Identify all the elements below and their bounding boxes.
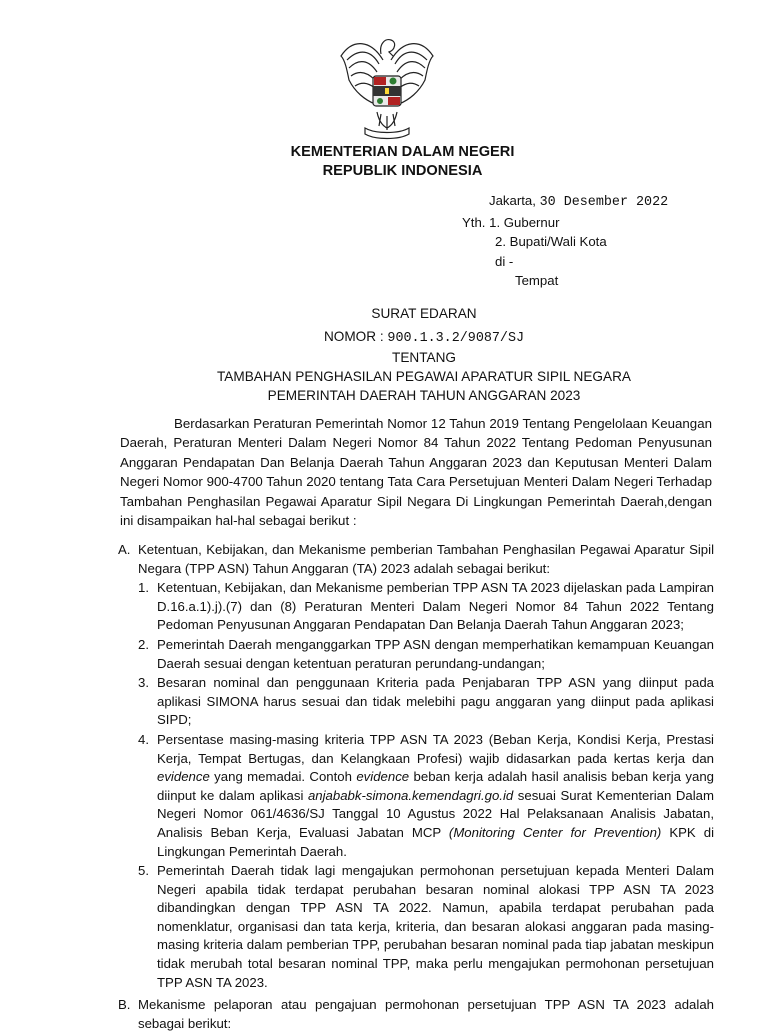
recipient-place: Tempat [515, 273, 559, 288]
subject-line-1: TAMBAHAN PENGHASILAN PEGAWAI APARATUR SIPIL NEGARA [217, 369, 631, 384]
letter-number-label: NOMOR : [323, 329, 384, 344]
letter-number-line [0, 327, 768, 348]
place-label: Jakarta, [489, 193, 536, 208]
letter-meta [462, 191, 668, 291]
ministry-header [0, 143, 768, 181]
letter-date: 30 Desember 2022 [539, 195, 669, 210]
item-number: 3. [138, 675, 149, 691]
item-text: Ketentuan, Kebijakan, dan Mekanisme pemberian TPP ASN TA 2023 dijelaskan pada Lampiran D.16.a.1).j).(7) dan (8) Peraturan Menteri Dalam Negeri Nomor 84 Tahun 2022 Tentang Pedoman Penyusunan Anggaran Pendapatan Dan Belanja Daerah Tahun Anggaran 2023; [157, 580, 714, 633]
item-text: Pemerintah Daerah menganggarkan TPP ASN dengan memperhatikan kemampuan Keuangan Daerah sesuai dengan ketentuan peraturan perundang-undangan; [157, 636, 714, 671]
letter-type: SURAT EDARAN [371, 306, 477, 321]
recipient-1: Yth. 1. Gubernur [462, 214, 560, 230]
garuda-emblem-icon [335, 30, 439, 142]
item-number: 1. [138, 580, 149, 596]
list-item [138, 731, 714, 861]
item-number: 2. [138, 636, 149, 652]
subject-line-2: PEMERINTAH DAERAH TAHUN ANGGARAN 2023 [267, 388, 581, 403]
item-text: Pemerintah Daerah tidak lagi mengajukan permohonan persetujuan kepada Menteri Dalam Negeri apabila tidak terdapat perubahan besaran nominal alokasi TPP ASN TA 2023 dibandingkan dengan TPP ASN TA 2022. Namun, apabila terdapat perubahan pada nomenklatur, organisasi dan tata kerja, kriteria, dan besaran alokasi anggaran pada masing-masing kriteria dalam pemberian TPP, perubahan besaran nominal pada tiap jabatan meskipun tidak merubah total besaran nominal TPP, maka perlu mengajukan permohonan persetujuan TPP ASN TA 2023. [157, 863, 714, 990]
section-a [118, 541, 714, 992]
date-line [462, 191, 668, 213]
section-a-list [118, 579, 714, 992]
section-b-text: Mekanisme pelaporan atau pengajuan permohonan persetujuan TPP ASN TA 2023 adalah sebagai berikut: [138, 997, 714, 1031]
letter-number: 900.1.3.2/9087/SJ [387, 331, 525, 346]
ministry-name: KEMENTERIAN DALAM NEGERI [290, 144, 515, 160]
section-a-letter: A. [118, 542, 131, 557]
section-b [118, 996, 714, 1033]
letter-heading [0, 304, 768, 405]
list-item [138, 674, 714, 730]
section-a-text: Ketentuan, Kebijakan, dan Mekanisme pemberian Tambahan Penghasilan Pegawai Aparatur Sipil Negara (TPP ASN) Tahun Anggaran (TA) 2023 adalah sebagai berikut: [138, 542, 714, 576]
item-text: Besaran nominal dan penggunaan Kriteria pada Penjabaran TPP ASN yang diinput pada aplikasi SIMONA harus sesuai dan tidak melebihi pagu anggaran yang diinput pada aplikasi SIPD; [157, 675, 714, 728]
section-b-letter: B. [118, 997, 131, 1012]
list-item [138, 636, 714, 673]
intro-paragraph: Berdasarkan Peraturan Pemerintah Nomor 12 Tahun 2019 Tentang Pengelolaan Keuangan Daerah, Peraturan Menteri Dalam Negeri Nomor 84 Tahun 2022 Tentang Pedoman Penyusunan Anggaran Pendapatan Dan Belanja Daerah Tahun Anggaran 2023 dan Keputusan Menteri Dalam Negeri Nomor 900-4700 Tahun 2020 tentang Tata Cara Persetujuan Menteri Dalam Negeri Terhadap Tambahan Penghasilan Pegawai Aparatur Sipil Negara Di Lingkungan Pemerintah Daerah,dengan ini disampaikan hal-hal sebagai berikut : [120, 416, 712, 529]
item-number: 4. [138, 731, 149, 747]
ministry-country: REPUBLIK INDONESIA [322, 163, 483, 179]
recipient-di: di - [495, 253, 514, 269]
item-number: 5. [138, 863, 149, 879]
item-text: Persentase masing-masing kriteria TPP ASN TA 2023 (Beban Kerja, Kondisi Kerja, Prestasi Kerja, Tempat Bertugas, dan Kelangkaan Profesi) wajib didasarkan pada kertas kerja dan evidence yang memadai. Contoh evidence beban kerja adalah hasil analisis beban kerja yang diinput ke dalam aplikasi anjababk-simona.kemendagri.go.id sesuai Surat Kementerian Dalam Negeri Nomor 061/4636/SJ Tanggal 10 Agustus 2022 Hal Pelaksanaan Analisis Jabatan, Analisis Beban Kerja, Evaluasi Jabatan MCP (Monitoring Center for Prevention) KPK di Lingkungan Pemerintah Daerah. [157, 731, 714, 859]
list-item [138, 579, 714, 635]
recipient-2: 2. Bupati/Wali Kota [495, 234, 607, 249]
list-item [138, 862, 714, 992]
tentang-label: TENTANG [392, 350, 456, 365]
